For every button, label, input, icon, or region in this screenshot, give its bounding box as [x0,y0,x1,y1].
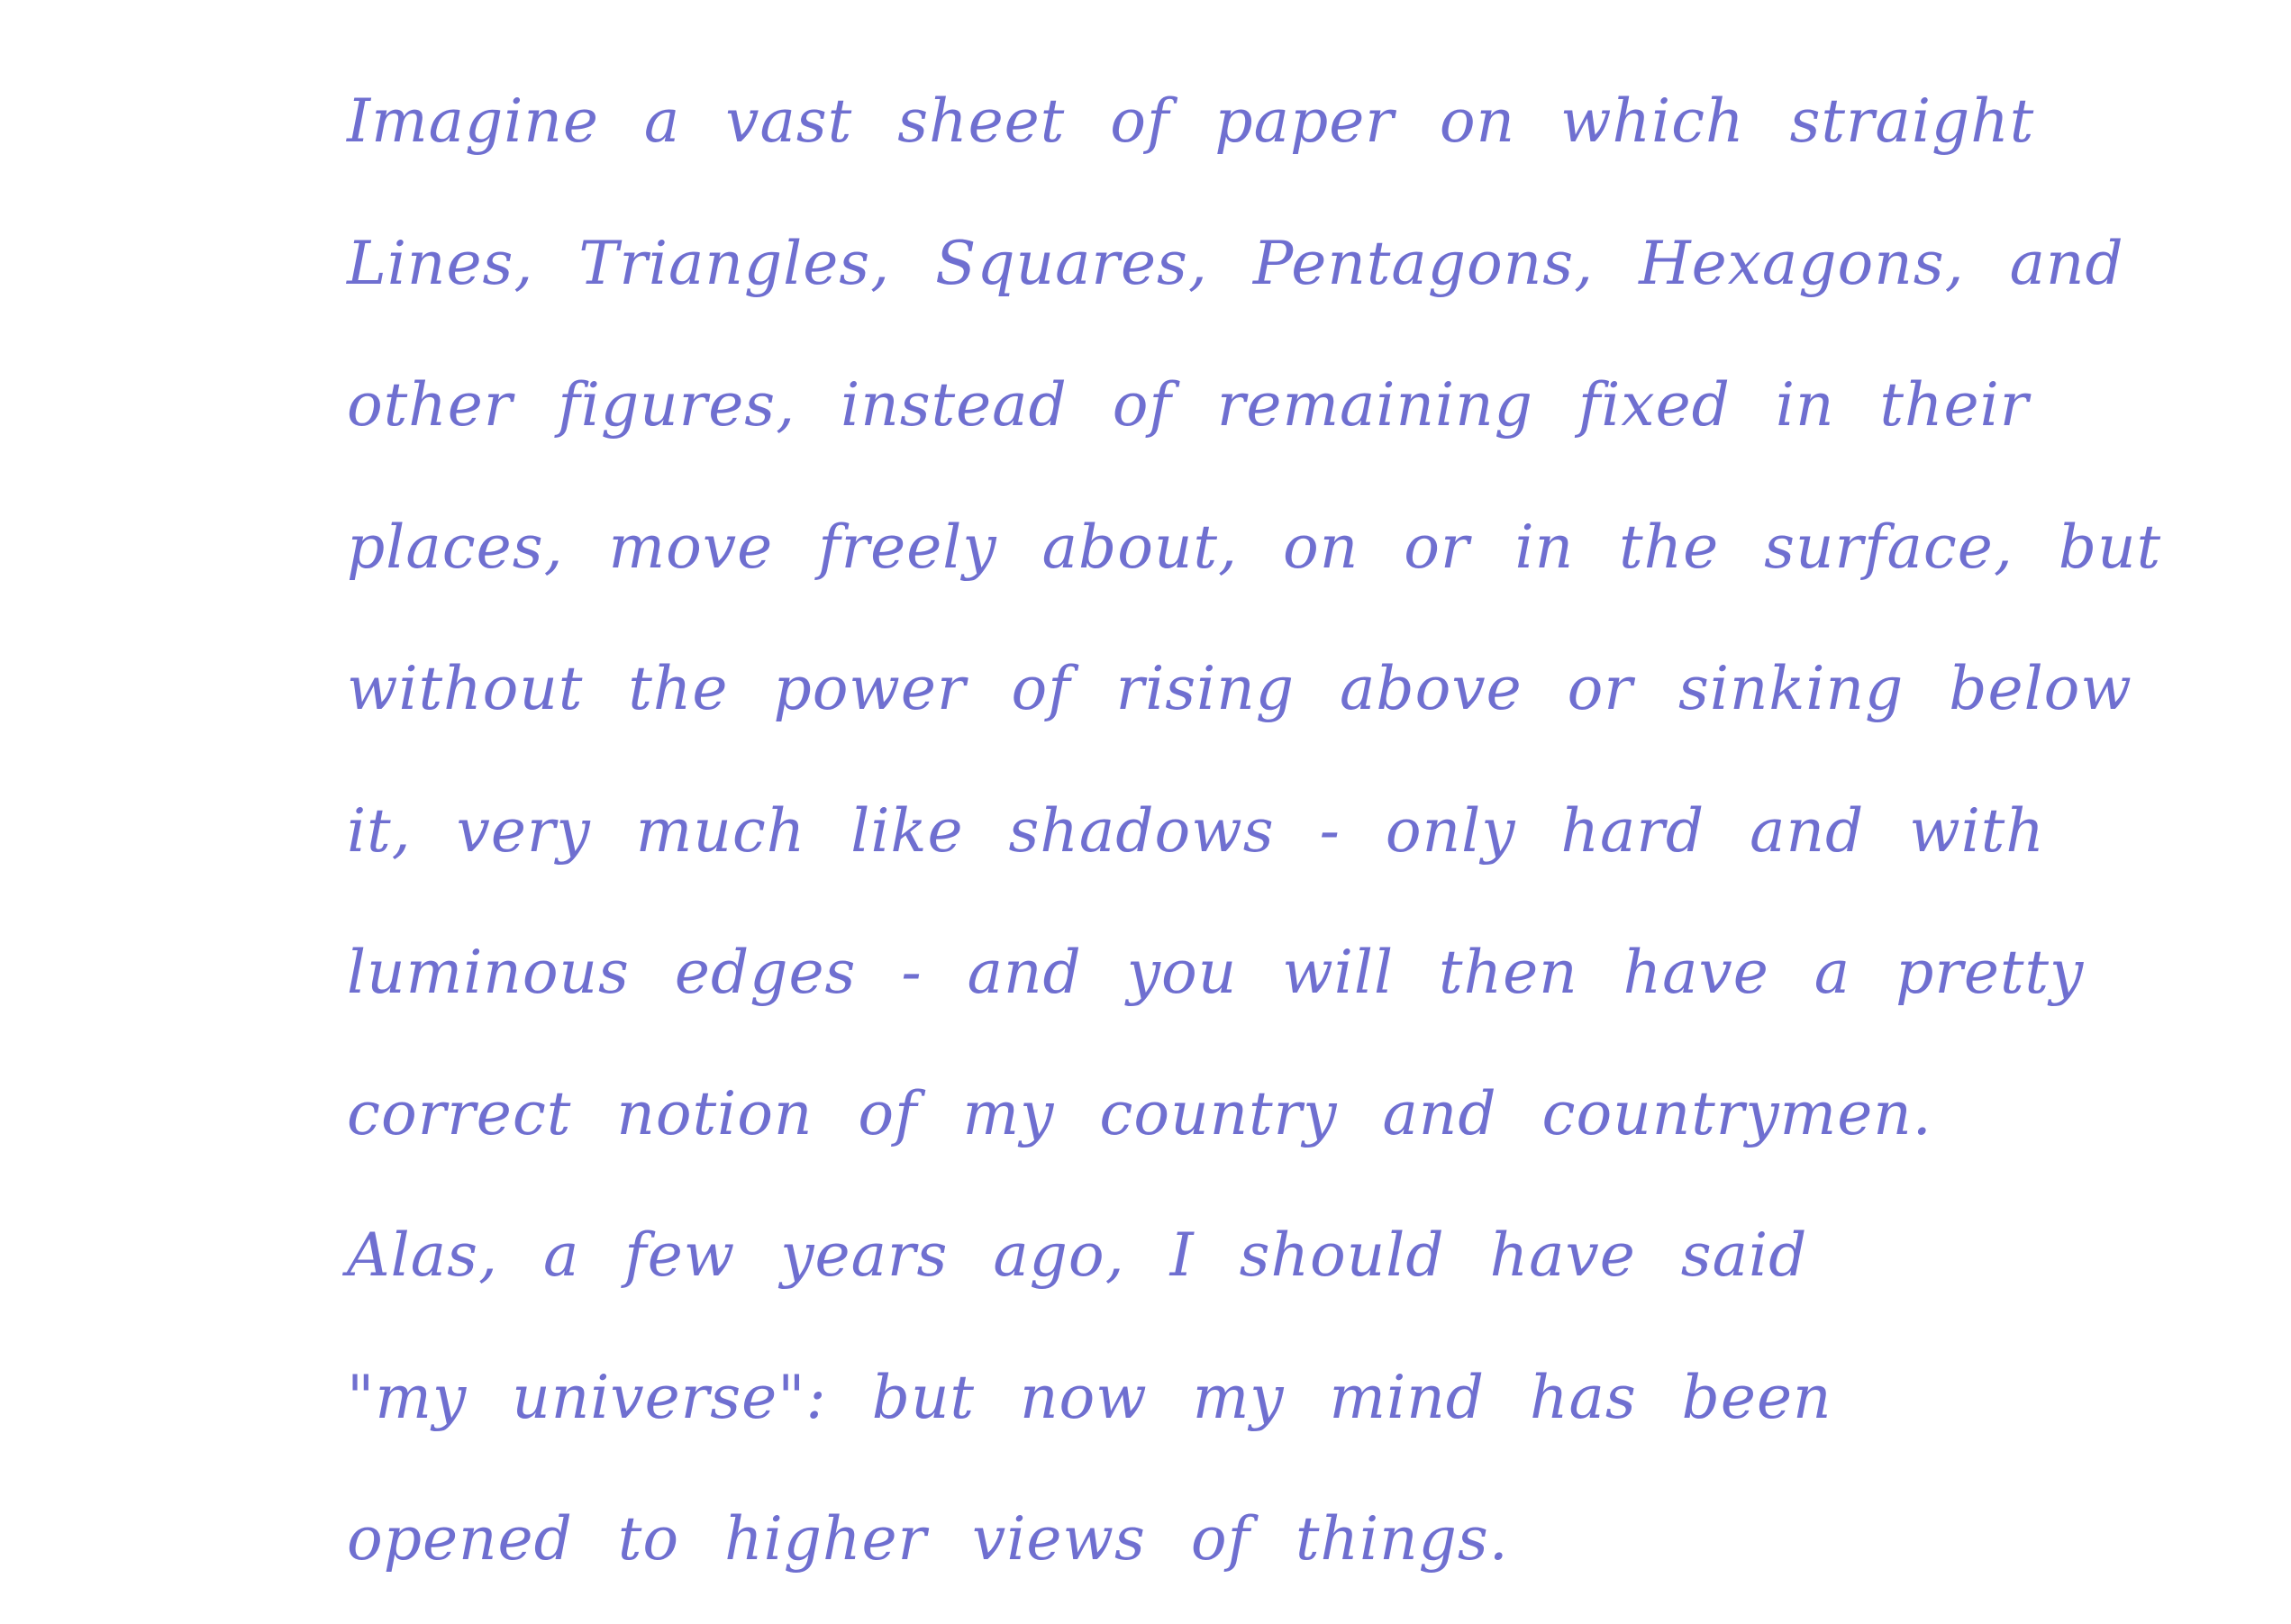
text-line: places, move freely about, on or in the surface, but [347,513,2162,582]
text-line: without the power of rising above or sinking below [347,654,2132,723]
text-line: opened to higher views of things. [347,1504,1509,1574]
text-line: other figures, instead of remaining fixed in their [347,370,2030,440]
text-line: Imagine a vast sheet of paper on which straight [347,86,2035,156]
text-line: "my universe": but now my mind has been [347,1363,1832,1432]
text-line: Lines, Triangles, Squares, Pentagons, Hexagons, and [347,229,2124,298]
text-line: Alas, a few years ago, I should have said [347,1220,1808,1290]
text-line: correct notion of my country and countrymen. [347,1079,1932,1148]
text-line: luminous edges - and you will then have a pretty [347,938,2085,1007]
text-line: it, very much like shadows - only hard and with [347,796,2045,866]
